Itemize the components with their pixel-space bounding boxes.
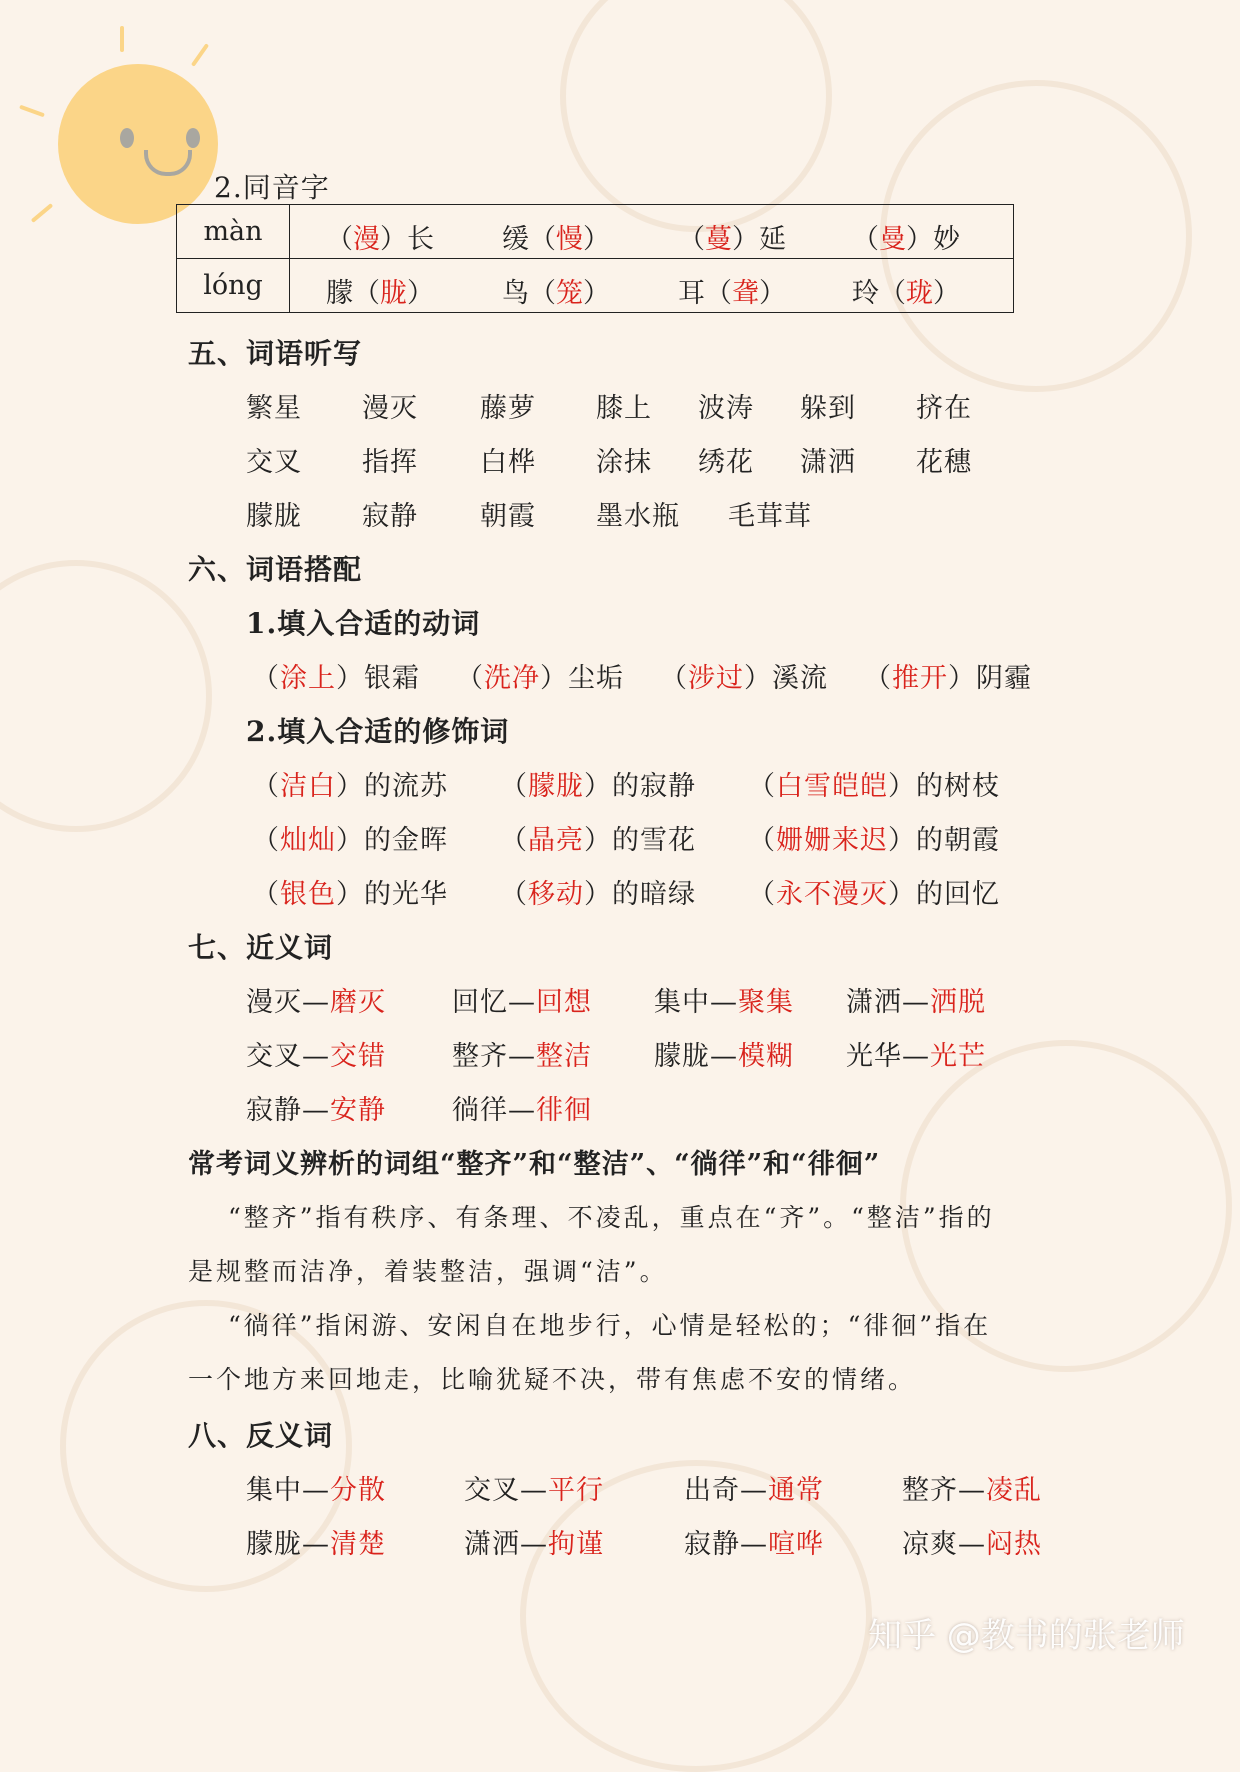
modifier-pair: （朦胧）的寂静 — [500, 771, 696, 802]
antonym-pair: 出奇—通常 — [684, 1475, 824, 1506]
dictation-word: 寂静 — [362, 501, 418, 532]
dictation-word: 繁星 — [246, 393, 302, 424]
homophone-word: （曼）妙 — [852, 224, 960, 255]
homophone-word: （蔓）延 — [678, 224, 786, 255]
modifier-pair: （洁白）的流苏 — [252, 771, 448, 802]
section8-title: 八、反义词 — [188, 1419, 334, 1452]
homophone-word: 缓（慢） — [502, 224, 610, 255]
synonym-pair: 光华—光芒 — [846, 1041, 986, 1072]
synonym-pair: 潇洒—洒脱 — [846, 987, 986, 1018]
dictation-word: 绣花 — [698, 447, 754, 478]
homophone-word: 耳（聋） — [678, 278, 786, 309]
modifier-pair: （灿灿）的金晖 — [252, 825, 448, 856]
antonym-pair: 潇洒—拘谨 — [464, 1529, 604, 1560]
table-row — [177, 259, 1014, 313]
dictation-word: 挤在 — [916, 393, 972, 424]
dictation-word: 指挥 — [362, 447, 418, 478]
antonym-pair: 集中—分散 — [246, 1475, 386, 1506]
dictation-word: 膝上 — [596, 393, 652, 424]
sun-smile-icon — [144, 150, 192, 176]
dictation-word: 毛茸茸 — [728, 501, 812, 532]
dictation-word: 藤萝 — [480, 393, 536, 424]
homophone-word: 朦（胧） — [326, 278, 434, 309]
sun-ray-icon — [191, 43, 209, 67]
dictation-word: 墨水瓶 — [596, 501, 680, 532]
verb-pair: （洗净）尘垢 — [456, 663, 624, 694]
dictation-word: 交叉 — [246, 447, 302, 478]
background-decoration — [0, 560, 212, 832]
modifier-pair: （晶亮）的雪花 — [500, 825, 696, 856]
synonym-pair: 漫灭—磨灭 — [246, 987, 386, 1018]
word-cells — [290, 205, 1014, 259]
analysis-line: “徜徉”指闲游、安闲自在地步行，心情是轻松的；“徘徊”指在 — [228, 1311, 992, 1340]
sun-eye-icon — [120, 128, 134, 148]
analysis-line: “整齐”指有秩序、有条理、不凌乱，重点在“齐”。“整洁”指的 — [228, 1203, 995, 1232]
section6-sub1-title: 1.填入合适的动词 — [246, 607, 481, 640]
homophone-word: 鸟（笼） — [502, 278, 610, 309]
antonym-pair: 整齐—凌乱 — [902, 1475, 1042, 1506]
sun-ray-icon — [120, 26, 124, 52]
modifier-pair: （银色）的光华 — [252, 879, 448, 910]
background-decoration — [560, 0, 832, 232]
dictation-word: 白桦 — [480, 447, 536, 478]
dictation-word: 朝霞 — [480, 501, 536, 532]
homophone-word: 玲（珑） — [852, 278, 960, 309]
homophone-title: 2.同音字 — [214, 171, 330, 204]
homophone-word: （漫）长 — [326, 224, 434, 255]
dictation-word: 漫灭 — [362, 393, 418, 424]
analysis-title: 常考词义辨析的词组“整齐”和“整洁”、“徜徉”和“徘徊” — [188, 1149, 881, 1180]
modifier-pair: （白雪皑皑）的树枝 — [748, 771, 1000, 802]
word-cells — [290, 259, 1014, 313]
verb-pair: （推开）阴霾 — [864, 663, 1032, 694]
pinyin-cell: lóng — [177, 259, 290, 313]
synonym-pair: 整齐—整洁 — [452, 1041, 592, 1072]
modifier-pair: （移动）的暗绿 — [500, 879, 696, 910]
pinyin-cell: màn — [177, 205, 290, 259]
verb-pair: （涂上）银霜 — [252, 663, 420, 694]
synonym-pair: 集中—聚集 — [654, 987, 794, 1018]
synonym-pair: 徜徉—徘徊 — [452, 1095, 592, 1126]
homophone-table — [176, 204, 1014, 313]
antonym-pair: 朦胧—清楚 — [246, 1529, 386, 1560]
verb-pair: （涉过）溪流 — [660, 663, 828, 694]
synonym-pair: 朦胧—模糊 — [654, 1041, 794, 1072]
section6-title: 六、词语搭配 — [188, 553, 363, 586]
section7-title: 七、近义词 — [188, 931, 334, 964]
synonym-pair: 交叉—交错 — [246, 1041, 386, 1072]
sun-ray-icon — [31, 203, 53, 223]
dictation-word: 躲到 — [800, 393, 856, 424]
dictation-word: 花穗 — [916, 447, 972, 478]
dictation-word: 朦胧 — [246, 501, 302, 532]
analysis-line: 一个地方来回地走，比喻犹疑不决，带有焦虑不安的情绪。 — [188, 1365, 917, 1394]
dictation-word: 波涛 — [698, 393, 754, 424]
table-row — [177, 205, 1014, 259]
modifier-pair: （姗姗来迟）的朝霞 — [748, 825, 1000, 856]
dictation-word: 涂抹 — [596, 447, 652, 478]
antonym-pair: 凉爽—闷热 — [902, 1529, 1042, 1560]
section5-title: 五、词语听写 — [188, 337, 363, 370]
synonym-pair: 回忆—回想 — [452, 987, 592, 1018]
smiling-sun-icon — [58, 64, 218, 224]
modifier-pair: （永不漫灭）的回忆 — [748, 879, 1000, 910]
dictation-word: 潇洒 — [800, 447, 856, 478]
antonym-pair: 寂静—喧哗 — [684, 1529, 824, 1560]
sun-ray-icon — [19, 105, 45, 118]
section6-sub2-title: 2.填入合适的修饰词 — [246, 715, 510, 748]
antonym-pair: 交叉—平行 — [464, 1475, 604, 1506]
analysis-line: 是规整而洁净，着装整洁，强调“洁”。 — [188, 1257, 668, 1286]
synonym-pair: 寂静—安静 — [246, 1095, 386, 1126]
sun-eye-icon — [186, 128, 200, 148]
watermark: 知乎 @教书的张老师 — [868, 1616, 1185, 1656]
